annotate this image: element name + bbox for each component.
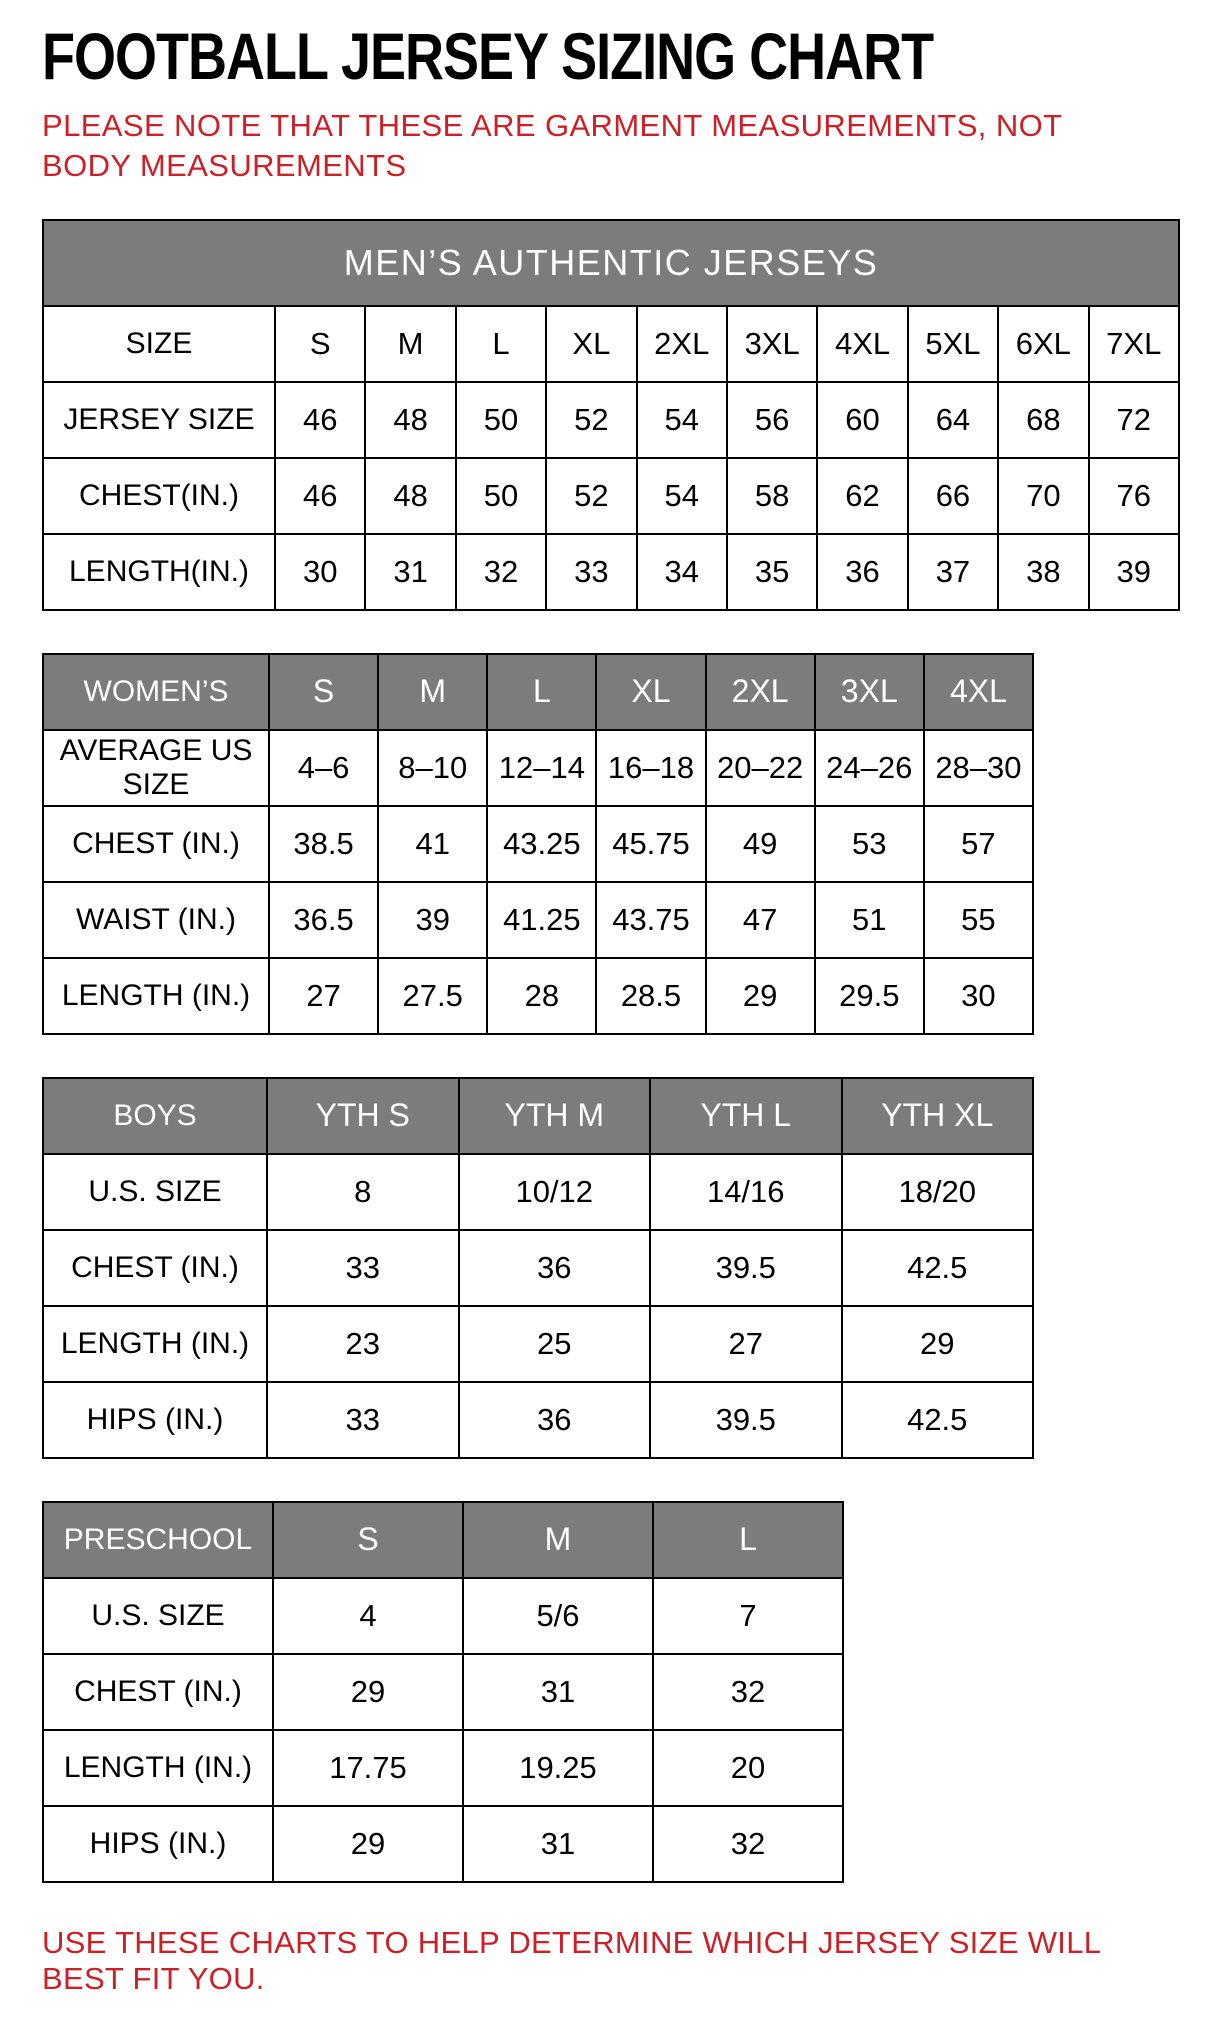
cell: 57 (924, 806, 1033, 882)
table-row (43, 958, 1033, 1034)
row-label: WAIST (IN.) (43, 882, 269, 958)
cell: 32 (653, 1654, 843, 1730)
cell: 5/6 (463, 1578, 653, 1654)
mens-authentic-jerseys-table (42, 219, 1180, 611)
table-header-label: PRESCHOOL (43, 1502, 273, 1578)
fit-help-note: USE THESE CHARTS TO HELP DETERMINE WHICH JERSEY SIZE WILL BEST FIT YOU. (42, 1924, 1101, 1996)
cell: 8 (267, 1154, 459, 1230)
cell: 5XL (908, 306, 998, 382)
cell: 32 (653, 1806, 843, 1882)
row-label: JERSEY SIZE (43, 382, 275, 458)
cell: 47 (706, 882, 815, 958)
table-row (43, 730, 1033, 806)
column-header: L (653, 1502, 843, 1578)
table-header-row (43, 1502, 843, 1578)
cell: 43.25 (487, 806, 596, 882)
table-header-row (43, 1078, 1033, 1154)
cell: 48 (365, 458, 455, 534)
table-row (43, 806, 1033, 882)
table-banner: MEN’S AUTHENTIC JERSEYS (43, 220, 1179, 306)
cell: 42.5 (842, 1230, 1034, 1306)
table-banner-row (43, 220, 1179, 306)
boys-sizing-table (42, 1077, 1034, 1459)
cell: 38 (998, 534, 1088, 610)
preschool-sizing-table (42, 1501, 844, 1883)
cell: 36 (459, 1382, 651, 1458)
cell: 29 (273, 1654, 463, 1730)
column-header: YTH XL (842, 1078, 1034, 1154)
cell: 27 (650, 1306, 842, 1382)
cell: 17.75 (273, 1730, 463, 1806)
cell: 55 (924, 882, 1033, 958)
cell: 76 (1089, 458, 1179, 534)
cell: 20–22 (706, 730, 815, 806)
cell: 50 (456, 382, 546, 458)
column-header: S (269, 654, 378, 730)
table-row (43, 1230, 1033, 1306)
table-row (43, 1578, 843, 1654)
cell: XL (546, 306, 636, 382)
cell: 66 (908, 458, 998, 534)
cell: 46 (275, 382, 365, 458)
cell: 31 (463, 1806, 653, 1882)
row-label: HIPS (IN.) (43, 1806, 273, 1882)
cell: 25 (459, 1306, 651, 1382)
cell: 33 (546, 534, 636, 610)
table-header-label: BOYS (43, 1078, 267, 1154)
cell: 70 (998, 458, 1088, 534)
row-label: CHEST (IN.) (43, 1230, 267, 1306)
cell: 39 (378, 882, 487, 958)
cell: 19.25 (463, 1730, 653, 1806)
column-header: 3XL (815, 654, 924, 730)
cell: 38.5 (269, 806, 378, 882)
cell: 62 (817, 458, 907, 534)
womens-sizing-table (42, 653, 1034, 1035)
column-header: YTH M (459, 1078, 651, 1154)
table-row (43, 1306, 1033, 1382)
cell: M (365, 306, 455, 382)
cell: 30 (275, 534, 365, 610)
size-tables (42, 219, 1178, 1883)
cell: 30 (924, 958, 1033, 1034)
cell: 4XL (817, 306, 907, 382)
cell: 20 (653, 1730, 843, 1806)
cell: 72 (1089, 382, 1179, 458)
column-header: M (378, 654, 487, 730)
row-label: CHEST (IN.) (43, 1654, 273, 1730)
cell: 24–26 (815, 730, 924, 806)
cell: 3XL (727, 306, 817, 382)
cell: 23 (267, 1306, 459, 1382)
cell: L (456, 306, 546, 382)
cell: 33 (267, 1382, 459, 1458)
cell: 49 (706, 806, 815, 882)
cell: 54 (637, 458, 727, 534)
table-row (43, 1654, 843, 1730)
column-header: 4XL (924, 654, 1033, 730)
cell: 42.5 (842, 1382, 1034, 1458)
row-label: SIZE (43, 306, 275, 382)
row-label: LENGTH(IN.) (43, 534, 275, 610)
table-row (43, 1382, 1033, 1458)
cell: 53 (815, 806, 924, 882)
cell: 7 (653, 1578, 843, 1654)
cell: 32 (456, 534, 546, 610)
table-row (43, 382, 1179, 458)
cell: 6XL (998, 306, 1088, 382)
cell: 8–10 (378, 730, 487, 806)
cell: 41.25 (487, 882, 596, 958)
cell: 34 (637, 534, 727, 610)
cell: 31 (365, 534, 455, 610)
cell: 52 (546, 382, 636, 458)
cell: 39 (1089, 534, 1179, 610)
cell: 51 (815, 882, 924, 958)
cell: 29 (706, 958, 815, 1034)
column-header: 2XL (706, 654, 815, 730)
cell: 27.5 (378, 958, 487, 1034)
cell: 28–30 (924, 730, 1033, 806)
page-title: FOOTBALL JERSEY SIZING CHART (42, 20, 934, 94)
cell: 29 (273, 1806, 463, 1882)
row-label: LENGTH (IN.) (43, 958, 269, 1034)
column-header: S (273, 1502, 463, 1578)
cell: 2XL (637, 306, 727, 382)
table-row (43, 1806, 843, 1882)
table-row (43, 534, 1179, 610)
cell: 43.75 (596, 882, 705, 958)
cell: 41 (378, 806, 487, 882)
cell: 50 (456, 458, 546, 534)
cell: 14/16 (650, 1154, 842, 1230)
row-label: U.S. SIZE (43, 1154, 267, 1230)
cell: 27 (269, 958, 378, 1034)
cell: 45.75 (596, 806, 705, 882)
column-header: YTH S (267, 1078, 459, 1154)
row-label: CHEST(IN.) (43, 458, 275, 534)
cell: 12–14 (487, 730, 596, 806)
table-row (43, 882, 1033, 958)
cell: 29 (842, 1306, 1034, 1382)
cell: 31 (463, 1654, 653, 1730)
table-row (43, 306, 1179, 382)
cell: 4 (273, 1578, 463, 1654)
column-header: M (463, 1502, 653, 1578)
cell: 4–6 (269, 730, 378, 806)
cell: 37 (908, 534, 998, 610)
cell: 36 (817, 534, 907, 610)
table-row (43, 1154, 1033, 1230)
cell: S (275, 306, 365, 382)
cell: 10/12 (459, 1154, 651, 1230)
cell: 33 (267, 1230, 459, 1306)
cell: 46 (275, 458, 365, 534)
cell: 52 (546, 458, 636, 534)
column-header: L (487, 654, 596, 730)
cell: 58 (727, 458, 817, 534)
table-row (43, 1730, 843, 1806)
cell: 16–18 (596, 730, 705, 806)
column-header: XL (596, 654, 705, 730)
row-label: CHEST (IN.) (43, 806, 269, 882)
cell: 56 (727, 382, 817, 458)
cell: 35 (727, 534, 817, 610)
cell: 68 (998, 382, 1088, 458)
cell: 48 (365, 382, 455, 458)
table-header-label: WOMEN’S (43, 654, 269, 730)
cell: 54 (637, 382, 727, 458)
cell: 36.5 (269, 882, 378, 958)
row-label: LENGTH (IN.) (43, 1730, 273, 1806)
row-label: AVERAGE US SIZE (43, 730, 269, 806)
cell: 36 (459, 1230, 651, 1306)
row-label: LENGTH (IN.) (43, 1306, 267, 1382)
cell: 60 (817, 382, 907, 458)
cell: 64 (908, 382, 998, 458)
cell: 29.5 (815, 958, 924, 1034)
column-header: YTH L (650, 1078, 842, 1154)
table-row (43, 458, 1179, 534)
cell: 18/20 (842, 1154, 1034, 1230)
garment-measurement-note: PLEASE NOTE THAT THESE ARE GARMENT MEASUREMENTS, NOT BODY MEASUREMENTS (42, 108, 1062, 184)
cell: 28.5 (596, 958, 705, 1034)
cell: 39.5 (650, 1382, 842, 1458)
cell: 28 (487, 958, 596, 1034)
row-label: HIPS (IN.) (43, 1382, 267, 1458)
cell: 39.5 (650, 1230, 842, 1306)
row-label: U.S. SIZE (43, 1578, 273, 1654)
cell: 7XL (1089, 306, 1179, 382)
table-header-row (43, 654, 1033, 730)
